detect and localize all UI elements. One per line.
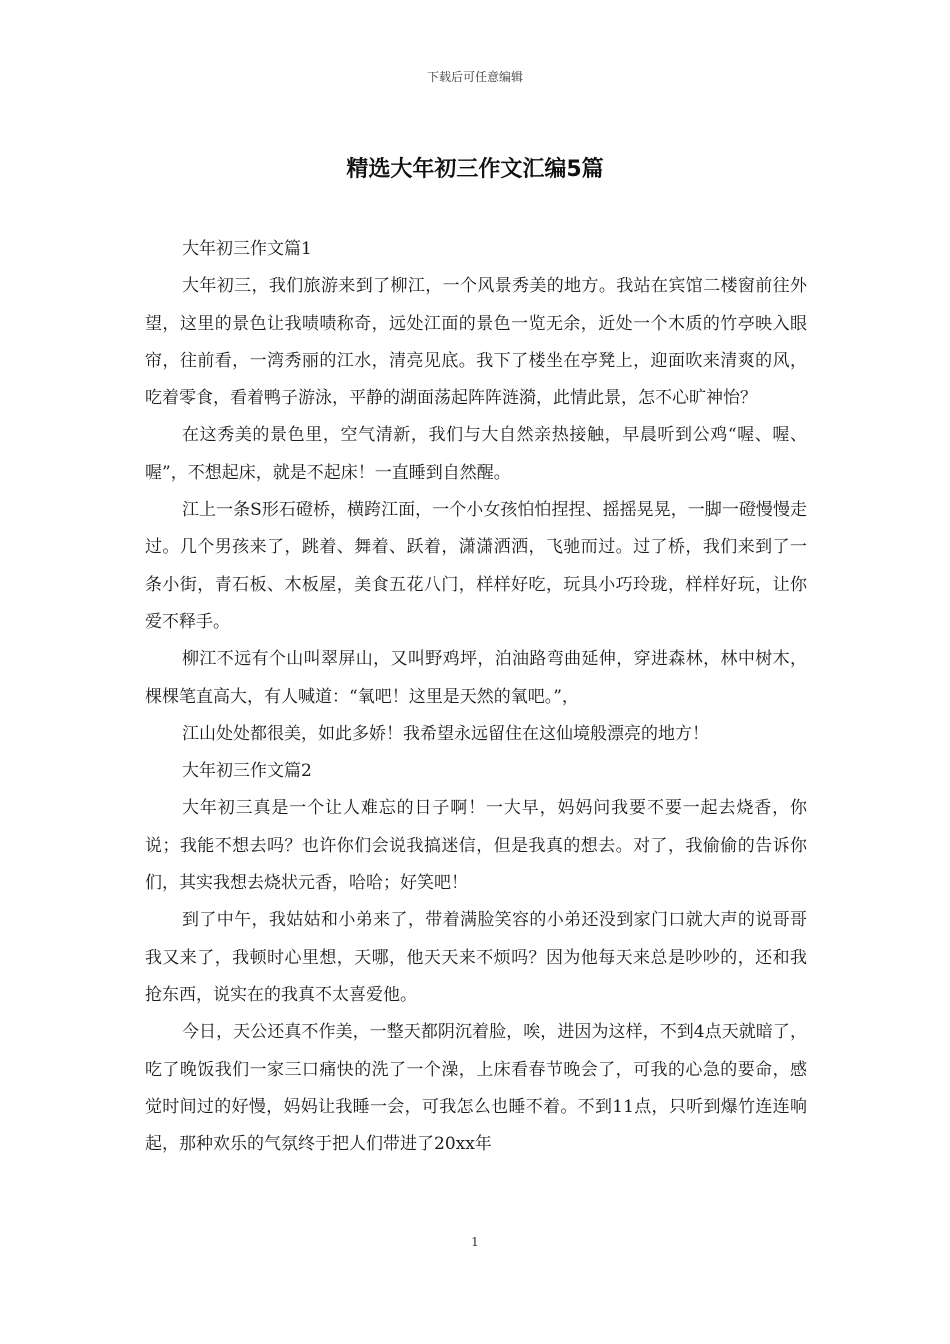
document-title: 精选大年初三作文汇编5篇 (346, 157, 604, 182)
body-paragraph: 大年初三真是一个让人难忘的日子啊！一大早，妈妈问我要不要一起去烧香，你说；我能不想去吗？也许你们会说我搞迷信，但是我真的想去。对了，我偷偷的告诉你们，其实我想去烧状元香，哈哈；好笑吧！ (145, 798, 807, 894)
body-paragraph: 柳江不远有个山叫翠屏山，又叫野鸡坪，泊油路弯曲延伸，穿进森林，林中树木，棵棵笔直高大，有人喊道：“氧吧！这里是天然的氧吧。”， (145, 649, 807, 707)
body-paragraph: 江山处处都很美，如此多娇！我希望永远留住在这仙境般漂亮的地方！ (182, 723, 709, 744)
section-heading-2: 大年初三作文篇2 (182, 761, 312, 782)
body-paragraph: 大年初三，我们旅游来到了柳江，一个风景秀美的地方。我站在宾馆二楼窗前往外望，这里的景色让我啧啧称奇，远处江面的景色一览无余，近处一个木质的竹亭映入眼帘，往前看，一湾秀丽的江水，清亮见底。我下了楼坐在亭凳上，迎面吹来清爽的风，吃着零食，看着鸭子游泳，平静的湖面荡起阵阵涟漪，此情此景，怎不心旷神怡？ (145, 276, 807, 409)
body-paragraph: 江上一条S形石磴桥，横跨江面，一个小女孩怕怕捏捏、摇摇晃晃，一脚一磴慢慢走过。几个男孩来了，跳着、舞着、跃着，潇潇洒洒，飞驰而过。过了桥，我们来到了一条小街，青石板、木板屋，美食五花八门，样样好吃，玩具小巧玲珑，样样好玩，让你爱不释手。 (145, 500, 807, 632)
document-body (145, 231, 807, 1163)
body-paragraph: 在这秀美的景色里，空气清新，我们与大自然亲热接触，早晨听到公鸡“喔、喔、喔”，不想起床，就是不起床！一直睡到自然醒。 (145, 425, 807, 483)
section-heading-1: 大年初三作文篇1 (182, 239, 312, 259)
page-number: 1 (471, 1235, 479, 1249)
page-header-note: 下载后可任意编辑 (426, 70, 523, 84)
body-paragraph: 今日，天公还真不作美，一整天都阴沉着脸，唉，进因为这样，不到4点天就暗了，吃了晚饭我们一家三口痛快的洗了一个澡，上床看春节晚会了，可我的心急的要命，感觉时间过的好慢，妈妈让我睡一会，可我怎么也睡不着。不到11点，只听到爆竹连连响起，那种欢乐的气氛终于把人们带进了20xx年 (145, 1022, 807, 1155)
body-paragraph: 到了中午，我姑姑和小弟来了，带着满脸笑容的小弟还没到家门口就大声的说哥哥我又来了，我顿时心里想，天哪，他天天来不烦吗？因为他每天来总是吵吵的，还和我抢东西，说实在的我真不太喜爱他。 (145, 910, 807, 1005)
